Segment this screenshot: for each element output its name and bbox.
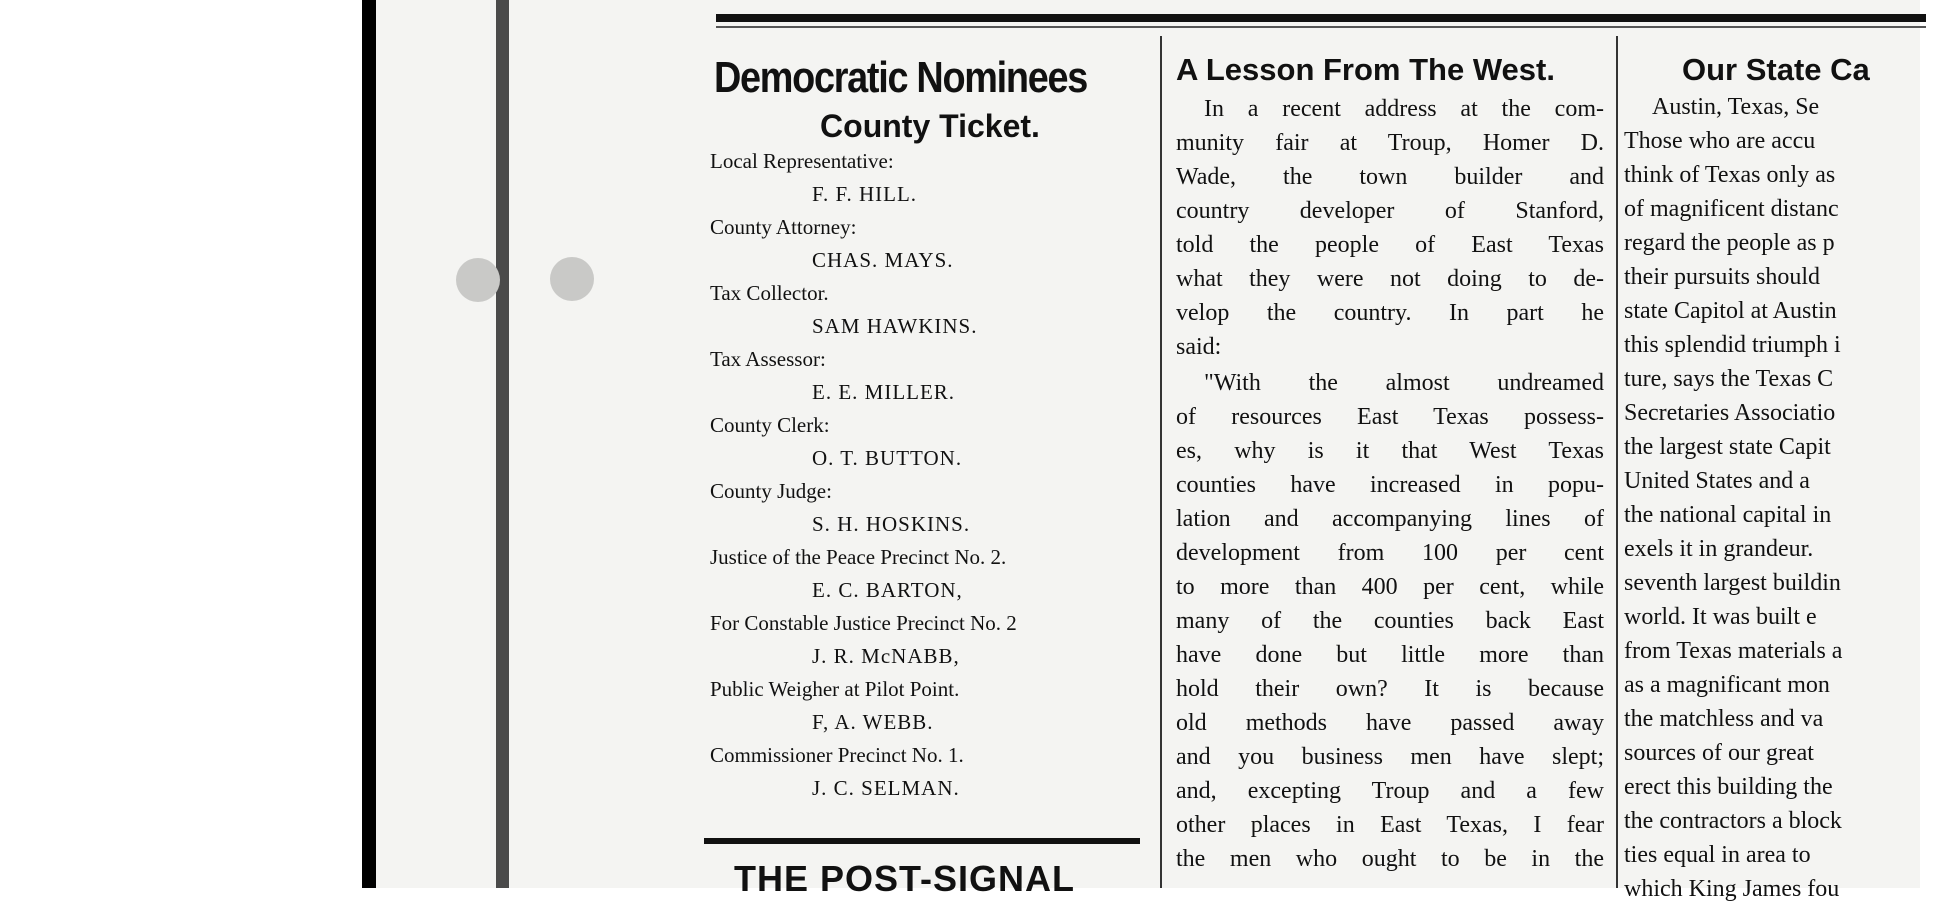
- masthead: THE POST-SIGNAL: [734, 858, 1076, 899]
- column-rule: [1616, 36, 1618, 888]
- office-label: County Clerk:: [710, 413, 830, 437]
- text-line: which King James fou: [1624, 876, 1840, 902]
- top-rule: [716, 14, 1926, 22]
- text-line: as a magnificant mon: [1624, 672, 1830, 698]
- text-line: ties equal in area to: [1624, 842, 1811, 868]
- text-line: the national capital in: [1624, 502, 1832, 528]
- nominee-name: O. T. BUTTON.: [812, 446, 963, 470]
- text-line: "With the almost undreamed: [1204, 370, 1604, 396]
- text-line: what they were not doing to de-: [1176, 266, 1604, 292]
- viewer-background: [0, 0, 362, 888]
- text-line: their pursuits should: [1624, 264, 1820, 290]
- text-line: and you business men have slept;: [1176, 744, 1604, 770]
- nominee-list: [710, 144, 1150, 804]
- office-label: Local Representative:: [710, 149, 894, 173]
- article-paragraph: [1176, 92, 1604, 364]
- ticket-subheading: County Ticket.: [820, 108, 1040, 144]
- text-line: of resources East Texas possess-: [1176, 404, 1604, 430]
- text-line: of magnificent distanc: [1624, 196, 1839, 222]
- text-line: seventh largest buildin: [1624, 570, 1841, 596]
- top-rule-thin: [716, 26, 1926, 28]
- section-rule: [704, 838, 1140, 844]
- text-line: have done but little more than: [1176, 642, 1604, 668]
- text-line: said:: [1176, 334, 1222, 360]
- text-line: es, why is it that West Texas: [1176, 438, 1604, 464]
- nominee-name: E. E. MILLER.: [812, 380, 956, 404]
- article-title: A Lesson From The West.: [1176, 52, 1555, 87]
- text-line: munity fair at Troup, Homer D.: [1176, 130, 1604, 156]
- text-line: old methods have passed away: [1176, 710, 1604, 736]
- office-label: Tax Collector.: [710, 281, 829, 305]
- text-line: development from 100 per cent: [1176, 540, 1604, 566]
- text-line: to more than 400 per cent, while: [1176, 574, 1604, 600]
- text-line: sources of our great: [1624, 740, 1814, 766]
- office-label: County Judge:: [710, 479, 832, 503]
- text-line: velop the country. In part he: [1176, 300, 1604, 326]
- nominee-name: CHAS. MAYS.: [812, 248, 954, 272]
- office-label: For Constable Justice Precinct No. 2: [710, 611, 1017, 635]
- text-line: regard the people as p: [1624, 230, 1835, 256]
- article-lesson-from-west: [1170, 50, 1608, 876]
- nominees-column: [710, 50, 1150, 804]
- nominee-name: SAM HAWKINS.: [812, 314, 978, 338]
- nominee-name: E. C. BARTON,: [812, 578, 963, 602]
- text-line: told the people of East Texas: [1176, 232, 1604, 258]
- text-line: counties have increased in popu-: [1176, 472, 1604, 498]
- text-line: the contractors a block: [1624, 808, 1842, 834]
- nominee-name: J. C. SELMAN.: [812, 776, 960, 800]
- text-line: think of Texas only as: [1624, 162, 1836, 188]
- newspaper-page: [376, 0, 1920, 902]
- text-line: this splendid triumph i: [1624, 332, 1841, 358]
- text-line: Those who are accu: [1624, 128, 1816, 154]
- text-line: United States and a: [1624, 468, 1810, 494]
- text-line: Wade, the town builder and: [1176, 164, 1604, 190]
- binding-hole: [456, 258, 500, 302]
- text-line: ture, says the Texas C: [1624, 366, 1834, 392]
- column-rule: [1160, 36, 1162, 888]
- nominees-heading: Democratic Nominees: [714, 53, 1087, 102]
- text-line: the largest state Capit: [1624, 434, 1831, 460]
- binding-hole: [550, 257, 594, 301]
- text-line: from Texas materials a: [1624, 638, 1843, 664]
- text-line: exels it in grandeur.: [1624, 536, 1814, 562]
- nominee-name: S. H. HOSKINS.: [812, 512, 971, 536]
- text-line: country developer of Stanford,: [1176, 198, 1604, 224]
- text-line: many of the counties back East: [1176, 608, 1604, 634]
- office-label: Justice of the Peace Precinct No. 2.: [710, 545, 1007, 569]
- binding-margin-rule: [496, 0, 509, 888]
- article-title: Our State Ca: [1682, 52, 1870, 87]
- text-line: world. It was built e: [1624, 604, 1817, 630]
- article-state-capitol: [1624, 50, 1944, 906]
- scan-border: [362, 0, 376, 888]
- text-line: hold their own? It is because: [1176, 676, 1604, 702]
- article-text: [1624, 90, 1944, 906]
- nominee-name: F, A. WEBB.: [812, 710, 934, 734]
- office-label: County Attorney:: [710, 215, 857, 239]
- nominee-name: F. F. HILL.: [812, 182, 918, 206]
- text-line: state Capitol at Austin: [1624, 298, 1837, 324]
- text-line: other places in East Texas, I fear: [1176, 812, 1604, 838]
- text-line: lation and accompanying lines of: [1176, 506, 1604, 532]
- office-label: Tax Assessor:: [710, 347, 826, 371]
- office-label: Public Weigher at Pilot Point.: [710, 677, 960, 701]
- text-line: and, excepting Troup and a few: [1176, 778, 1604, 804]
- text-line: Secretaries Associatio: [1624, 400, 1836, 426]
- text-line: the matchless and va: [1624, 706, 1824, 732]
- text-line: In a recent address at the com-: [1204, 96, 1604, 122]
- text-line: the men who ought to be in the: [1176, 846, 1604, 872]
- office-label: Commissioner Precinct No. 1.: [710, 743, 964, 767]
- text-line: erect this building the: [1624, 774, 1833, 800]
- nominee-name: J. R. McNABB,: [812, 644, 960, 668]
- text-line: Austin, Texas, Se: [1652, 94, 1820, 120]
- article-paragraph: [1176, 366, 1604, 876]
